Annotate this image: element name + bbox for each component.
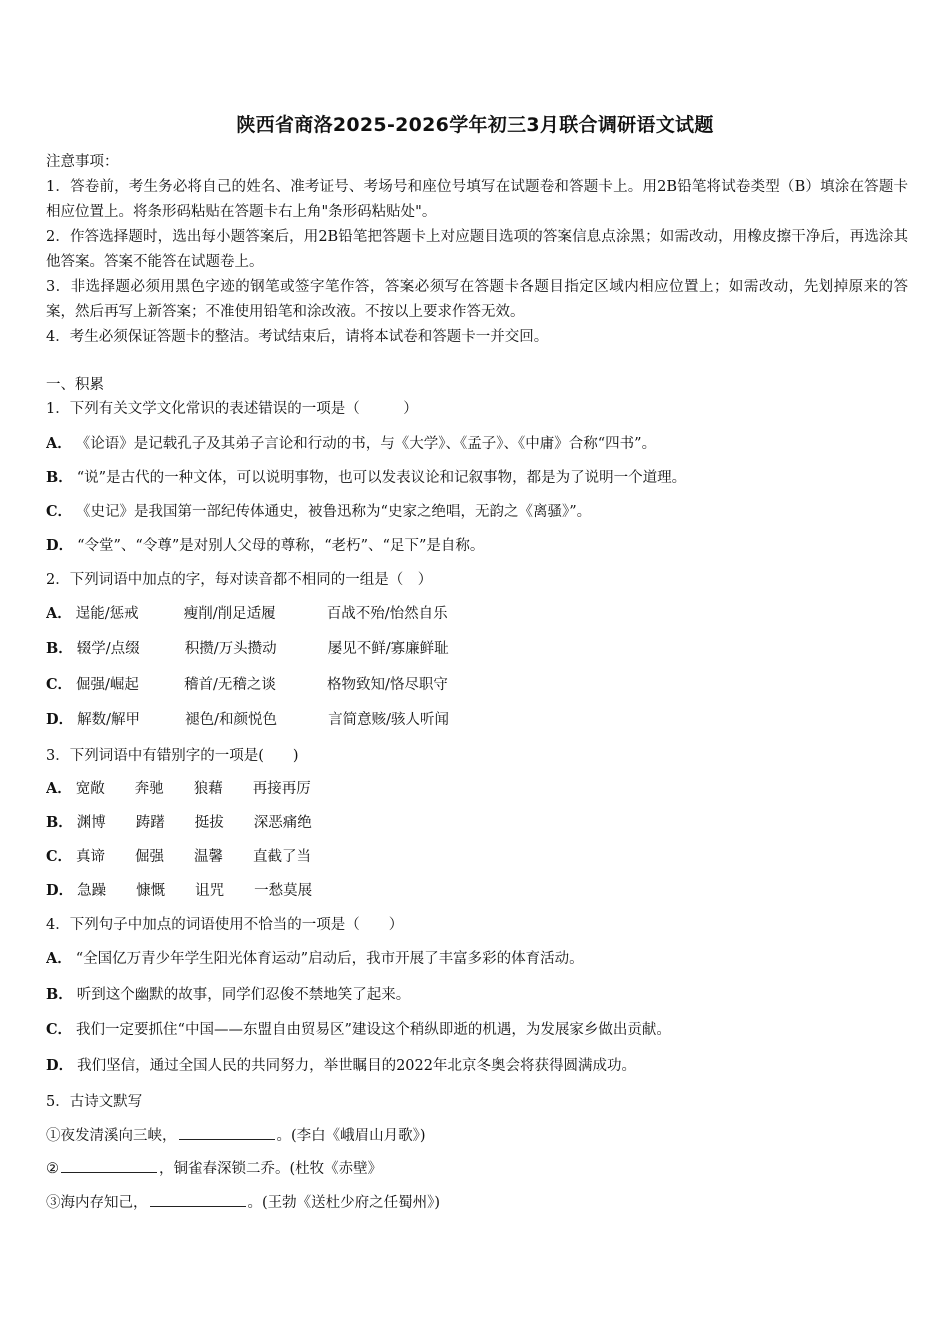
option-label: A． <box>46 435 72 452</box>
option-word: 褪色/和颜悦色 <box>185 712 277 728</box>
option-word: 踌躇 <box>135 815 165 831</box>
q1-option-c[interactable] <box>46 502 908 522</box>
answer-blank[interactable] <box>150 1192 246 1207</box>
option-word: 倔强 <box>135 849 165 865</box>
option-label: A． <box>46 605 72 622</box>
poem-text: ② <box>46 1161 59 1177</box>
option-label: A． <box>46 780 72 797</box>
option-word: 积攒/万头攒动 <box>184 641 277 657</box>
option-text: “令堂”、“令尊”是对别人父母的尊称，“老朽”、“足下”是自称。 <box>77 538 485 554</box>
option-word: 慷慨 <box>136 883 166 899</box>
poem-source: 。(王勃《送杜少府之任蜀州》) <box>247 1195 441 1211</box>
option-word: 狼藉 <box>193 781 223 797</box>
notice-item: 1．答卷前，考生务必将自己的姓名、准考证号、考场号和座位号填写在试题卷和答题卡上。用2B铅笔将试卷类型（B）填涂在答题卡相应位置上。将条形码粘贴在答题卡右上角"条形码粘贴处"。 <box>46 179 908 220</box>
poem-line-2 <box>46 1158 908 1179</box>
option-label: D． <box>46 711 74 728</box>
option-word: 解数/解甲 <box>77 712 140 728</box>
page-title: 陕西省商洛2025-2026学年初三3月联合调研语文试题 <box>236 114 714 136</box>
option-label: B． <box>46 640 73 657</box>
option-label: C． <box>46 503 73 520</box>
option-word: 温馨 <box>194 849 224 865</box>
option-word: 再接再厉 <box>252 781 311 797</box>
q1-option-a[interactable] <box>46 434 908 454</box>
q4-option-b[interactable] <box>46 985 908 1005</box>
notice-heading: 注意事项： <box>46 154 119 170</box>
option-label: D． <box>46 537 74 554</box>
option-word: 真谛 <box>76 849 106 865</box>
q2-option-d[interactable] <box>46 710 908 730</box>
option-word: 瘦削/削足适履 <box>183 606 276 622</box>
q2-option-b[interactable] <box>46 639 908 659</box>
question-1-stem: 1．下列有关文学文化常识的表述错误的一项是（ ） <box>46 401 418 417</box>
option-label: B． <box>46 469 73 486</box>
option-label: C． <box>46 848 73 865</box>
option-word: 深恶痛绝 <box>253 815 312 831</box>
option-word: 诅咒 <box>195 883 225 899</box>
question-3-stem: 3．下列词语中有错别字的一项是( ) <box>46 748 299 764</box>
option-word: 屡见不鲜/寡廉鲜耻 <box>327 641 449 657</box>
option-text: 我们坚信，通过全国人民的共同努力，举世瞩目的2022年北京冬奥会将获得圆满成功。 <box>77 1058 636 1074</box>
q3-option-d[interactable] <box>46 881 908 901</box>
option-word: 格物致知/恪尽职守 <box>327 677 448 693</box>
option-word: 挺拔 <box>194 815 224 831</box>
option-text: “说”是古代的一种文体，可以说明事物，也可以发表议论和记叙事物，都是为了说明一个道理。 <box>76 470 687 486</box>
question-2-stem: 2．下列词语中加点的字，每对读音都不相同的一组是（ ） <box>46 572 433 588</box>
option-text: 《史记》是我国第一部纪传体通史，被鲁迅称为“史家之绝唱，无韵之《离骚》”。 <box>76 504 592 520</box>
option-text: 《论语》是记载孔子及其弟子言论和行动的书，与《大学》、《孟子》、《中庸》合称“四书”。 <box>75 436 657 452</box>
option-word: 奔驰 <box>134 781 164 797</box>
q3-option-a[interactable] <box>46 779 908 799</box>
q1-option-b[interactable] <box>46 468 908 488</box>
option-label: B． <box>46 986 73 1003</box>
q4-option-d[interactable] <box>46 1056 908 1076</box>
notice-item: 4．考生必须保证答题卡的整洁。考试结束后，请将本试卷和答题卡一并交回。 <box>46 329 549 345</box>
option-word: 倔强/崛起 <box>76 677 139 693</box>
option-label: D． <box>46 1057 74 1074</box>
answer-blank[interactable] <box>61 1158 157 1173</box>
notice-item: 2．作答选择题时，选出每小题答案后，用2B铅笔把答题卡上对应题目选项的答案信息点涂黑；如需改动，用橡皮擦干净后，再选涂其他答案。答案不能答在试题卷上。 <box>46 229 908 270</box>
q3-option-b[interactable] <box>46 813 908 833</box>
option-text: 我们一定要抓住“中国——东盟自由贸易区”建设这个稍纵即逝的机遇，为发展家乡做出贡献。 <box>76 1022 671 1038</box>
question-5-stem: 5．古诗文默写 <box>46 1094 143 1110</box>
option-word: 辍学/点缀 <box>76 641 140 657</box>
option-word: 直截了当 <box>253 849 312 865</box>
option-word: 一愁莫展 <box>254 883 313 899</box>
poem-source: 。(李白《峨眉山月歌》) <box>276 1128 426 1144</box>
option-text: “全国亿万青少年学生阳光体育运动”启动后，我市开展了丰富多彩的体育活动。 <box>75 951 584 967</box>
poem-text: ①夜发清溪向三峡， <box>46 1128 177 1144</box>
option-label: C． <box>46 676 73 693</box>
q1-option-d[interactable] <box>46 536 908 556</box>
option-text: 听到这个幽默的故事，同学们忍俊不禁地笑了起来。 <box>76 987 411 1003</box>
poem-line-1 <box>46 1125 908 1146</box>
option-word: 百战不殆/怡然自乐 <box>326 606 448 622</box>
q3-option-c[interactable] <box>46 847 908 867</box>
option-label: C． <box>46 1021 73 1038</box>
answer-blank[interactable] <box>179 1125 275 1140</box>
notice-block <box>46 150 908 350</box>
option-label: D． <box>46 882 74 899</box>
notice-item: 3．非选择题必须用黑色字迹的钢笔或签字笔作答，答案必须写在答题卡各题目指定区域内相应位置上；如需改动，先划掉原来的答案，然后再写上新答案；不准使用铅笔和涂改液。不按以上要求作答无效。 <box>46 279 908 320</box>
q4-option-a[interactable] <box>46 949 908 969</box>
section-heading: 一、积累 <box>46 377 104 393</box>
q2-option-a[interactable] <box>46 604 908 624</box>
poem-line-3 <box>46 1192 908 1213</box>
option-label: A． <box>46 950 72 967</box>
option-word: 逞能/惩戒 <box>75 606 139 622</box>
option-word: 言简意赅/骇人听闻 <box>328 712 449 728</box>
option-label: B． <box>46 814 73 831</box>
option-word: 宽敞 <box>75 781 105 797</box>
poem-source: ，铜雀春深锁二乔。(杜牧《赤壁》 <box>159 1161 383 1177</box>
option-word: 渊博 <box>76 815 106 831</box>
q4-option-c[interactable] <box>46 1020 908 1040</box>
q2-option-c[interactable] <box>46 675 908 695</box>
option-word: 急躁 <box>77 883 107 899</box>
option-word: 稽首/无稽之谈 <box>184 677 276 693</box>
question-4-stem: 4．下列句子中加点的词语使用不恰当的一项是（ ） <box>46 917 404 933</box>
poem-text: ③海内存知己， <box>46 1195 148 1211</box>
